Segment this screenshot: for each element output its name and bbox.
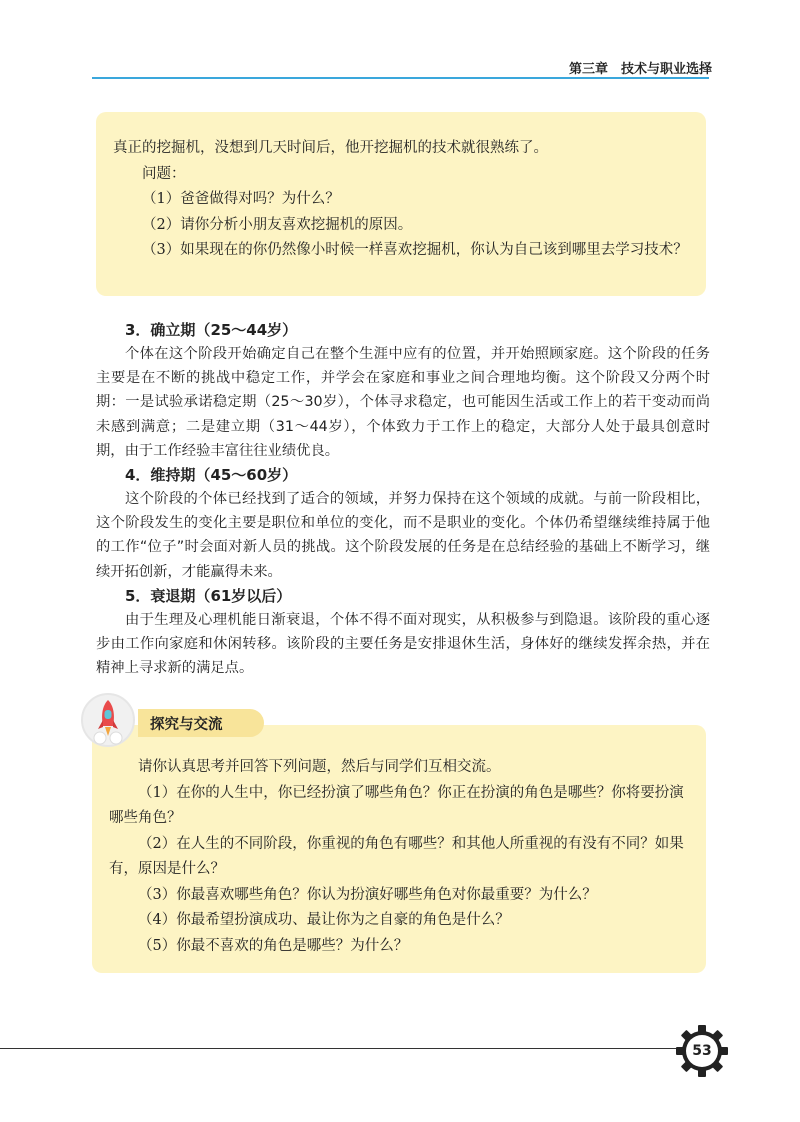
section-body-maintenance: 这个阶段的个体已经找到了适合的领域，并努力保持在这个领域的成就。与前一阶段相比，这个阶段发生的变化主要是职位和单位的变化，而不是职业的变化。个体仍希望继续维持属于他的工作“位子”时会面对新人员的挑战。这个阶段发展的任务是在总结经验的基础上不断学习，继续开拓创新，才能赢得未来。 xyxy=(96,491,710,580)
explore-question-5: （5）你最不喜欢的角色是哪些？为什么？ xyxy=(138,937,409,954)
explore-question-1: （1）在你的人生中，你已经扮演了哪些角色？你正在扮演的角色是哪些？你将要扮演哪些角色？ xyxy=(109,784,684,826)
rocket-icon xyxy=(76,686,140,750)
section-heading-decline: 5．衰退期（61岁以后） xyxy=(125,586,292,605)
footer-rule xyxy=(0,1048,690,1049)
questions-label: 问题： xyxy=(142,165,186,182)
explore-question-3: （3）你最喜欢哪些角色？你认为扮演好哪些角色对你最重要？为什么？ xyxy=(138,886,597,903)
explore-box xyxy=(92,725,706,973)
section-heading-establishment: 3．确立期（25～44岁） xyxy=(125,321,298,339)
explore-question-2: （2）在人生的不同阶段，你重视的角色有哪些？和其他人所重视的有没有不同？如果有，原因是什么？ xyxy=(109,835,684,877)
main-text xyxy=(96,318,710,680)
question-3: （3）如果现在的你仍然像小时候一样喜欢挖掘机，你认为自己该到哪里去学习技术？ xyxy=(142,242,688,258)
section-body-establishment: 个体在这个阶段开始确定自己在整个生涯中应有的位置，并开始照顾家庭。这个阶段的任务主要是在不断的挑战中稳定工作，并学会在家庭和事业之间合理地均衡。这个阶段又分两个时期：一是试验承诺稳定期（25～30岁），个体寻求稳定，也可能因生活或工作上的若干变动而尚未感到满意；二是建立期（31～44岁），个体致力于工作上的稳定，大部分人处于最具创意时期，由于工作经验丰富往往业绩优良。 xyxy=(96,346,710,459)
page-number: 53 xyxy=(692,1043,712,1059)
section-heading-maintenance: 4．维持期（45～60岁） xyxy=(125,466,298,485)
story-line: 真正的挖掘机，没想到几天时间后，他开挖掘机的技术就很熟练了。 xyxy=(113,140,548,156)
explore-intro: 请你认真思考并回答下列问题，然后与同学们互相交流。 xyxy=(138,759,501,775)
question-2: （2）请你分析小朋友喜欢挖掘机的原因。 xyxy=(142,216,413,233)
header-rule xyxy=(92,77,709,79)
explore-tag-label: 探究与交流 xyxy=(150,717,223,733)
chapter-header-title: 第三章 技术与职业选择 xyxy=(568,62,712,77)
explore-question-4: （4）你最希望扮演成功、最让你为之自豪的角色是什么？ xyxy=(138,912,510,928)
question-1: （1）爸爸做得对吗？为什么？ xyxy=(142,191,340,207)
section-body-decline: 由于生理及心理机能日渐衰退，个体不得不面对现实，从积极参与到隐退。该阶段的重心逐步由工作向家庭和休闲转移。该阶段的主要任务是安排退休生活，身体好的继续发挥余热，并在精神上寻求新的满足点。 xyxy=(96,611,710,677)
story-box xyxy=(96,112,706,296)
